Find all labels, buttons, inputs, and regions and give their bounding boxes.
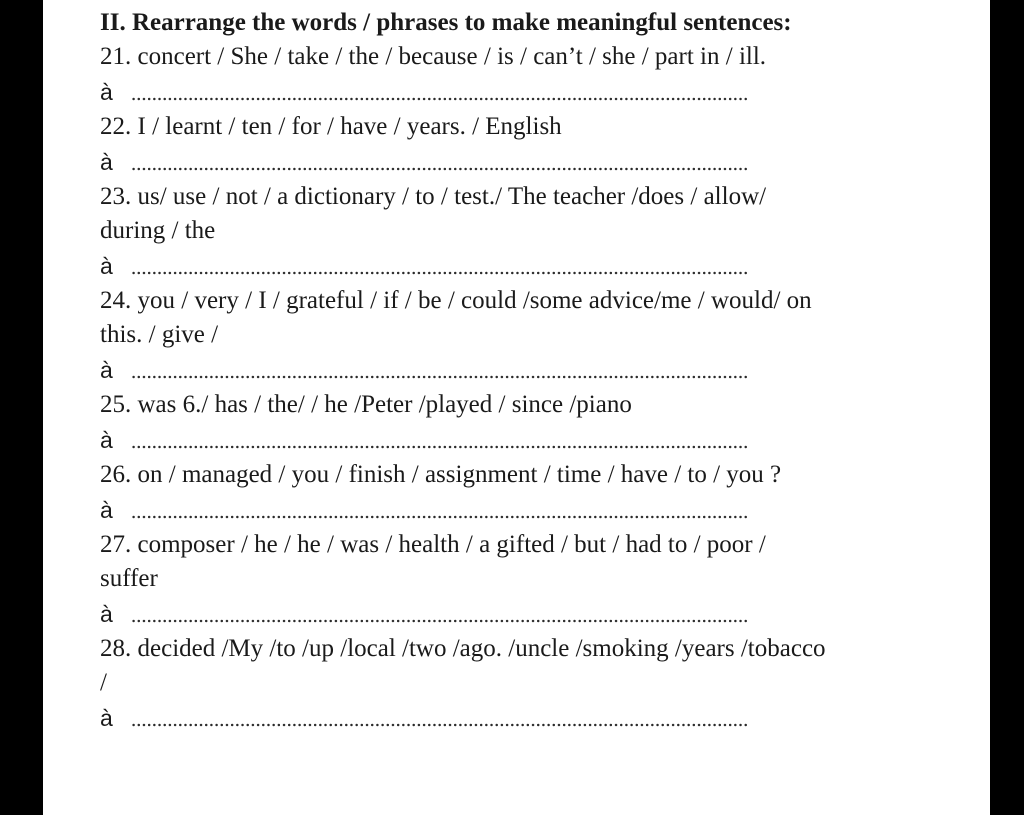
exercise-prompt: 27. composer / he / he / was / health / a gifted / but / had to / poor / [100, 531, 766, 558]
dotted-answer-blank [131, 514, 749, 520]
exercise-item-23 [100, 180, 980, 284]
answer-marker: à [100, 427, 113, 453]
answer-marker: à [100, 253, 113, 279]
exercise-item-25 [100, 388, 980, 458]
exercise-item-26 [100, 458, 980, 528]
answer-marker: à [100, 601, 113, 627]
exercise-prompt: 22. I / learnt / ten / for / have / years. / English [100, 113, 562, 140]
dotted-answer-blank [131, 722, 749, 728]
answer-line [100, 596, 980, 632]
worksheet-content [100, 6, 980, 736]
exercise-item-21 [100, 40, 980, 110]
exercise-prompt: 23. us/ use / not / a dictionary / to / test./ The teacher /does / allow/ [100, 183, 767, 210]
answer-line [100, 74, 980, 110]
exercise-prompt: 21. concert / She / take / the / because / is / can’t / she / part in / ill. [100, 43, 767, 70]
answer-line [100, 352, 980, 388]
dotted-answer-blank [131, 444, 749, 450]
answer-line [100, 422, 980, 458]
answer-marker: à [100, 79, 113, 105]
answer-line [100, 144, 980, 180]
exercise-prompt: 25. was 6./ has / the/ / he /Peter /played / since /piano [100, 391, 632, 418]
answer-marker: à [100, 497, 113, 523]
answer-marker: à [100, 357, 113, 383]
answer-marker: à [100, 149, 113, 175]
worksheet-page [43, 0, 990, 815]
exercise-prompt: 26. on / managed / you / finish / assignment / time / have / to / you ? [100, 461, 782, 488]
exercise-prompt-continued: this. / give / [100, 321, 219, 348]
exercise-prompt-continued: / [100, 669, 107, 696]
section-heading: II. Rearrange the words / phrases to make meaningful sentences: [100, 9, 792, 36]
dotted-answer-blank [131, 166, 749, 172]
exercise-prompt: 28. decided /My /to /up /local /two /ago. /uncle /smoking /years /tobacco [100, 635, 826, 662]
exercise-prompt-continued: suffer [100, 565, 158, 592]
exercise-item-28 [100, 632, 980, 736]
answer-line [100, 248, 980, 284]
answer-marker: à [100, 705, 113, 731]
answer-line [100, 700, 980, 736]
exercise-prompt-continued: during / the [100, 217, 216, 244]
exercise-item-27 [100, 528, 980, 632]
answer-line [100, 492, 980, 528]
exercise-prompt: 24. you / very / I / grateful / if / be / could /some advice/me / would/ on [100, 287, 812, 314]
dotted-answer-blank [131, 374, 749, 380]
exercise-item-24 [100, 284, 980, 388]
dotted-answer-blank [131, 618, 749, 624]
dotted-answer-blank [131, 96, 749, 102]
exercise-item-22 [100, 110, 980, 180]
dotted-answer-blank [131, 270, 749, 276]
